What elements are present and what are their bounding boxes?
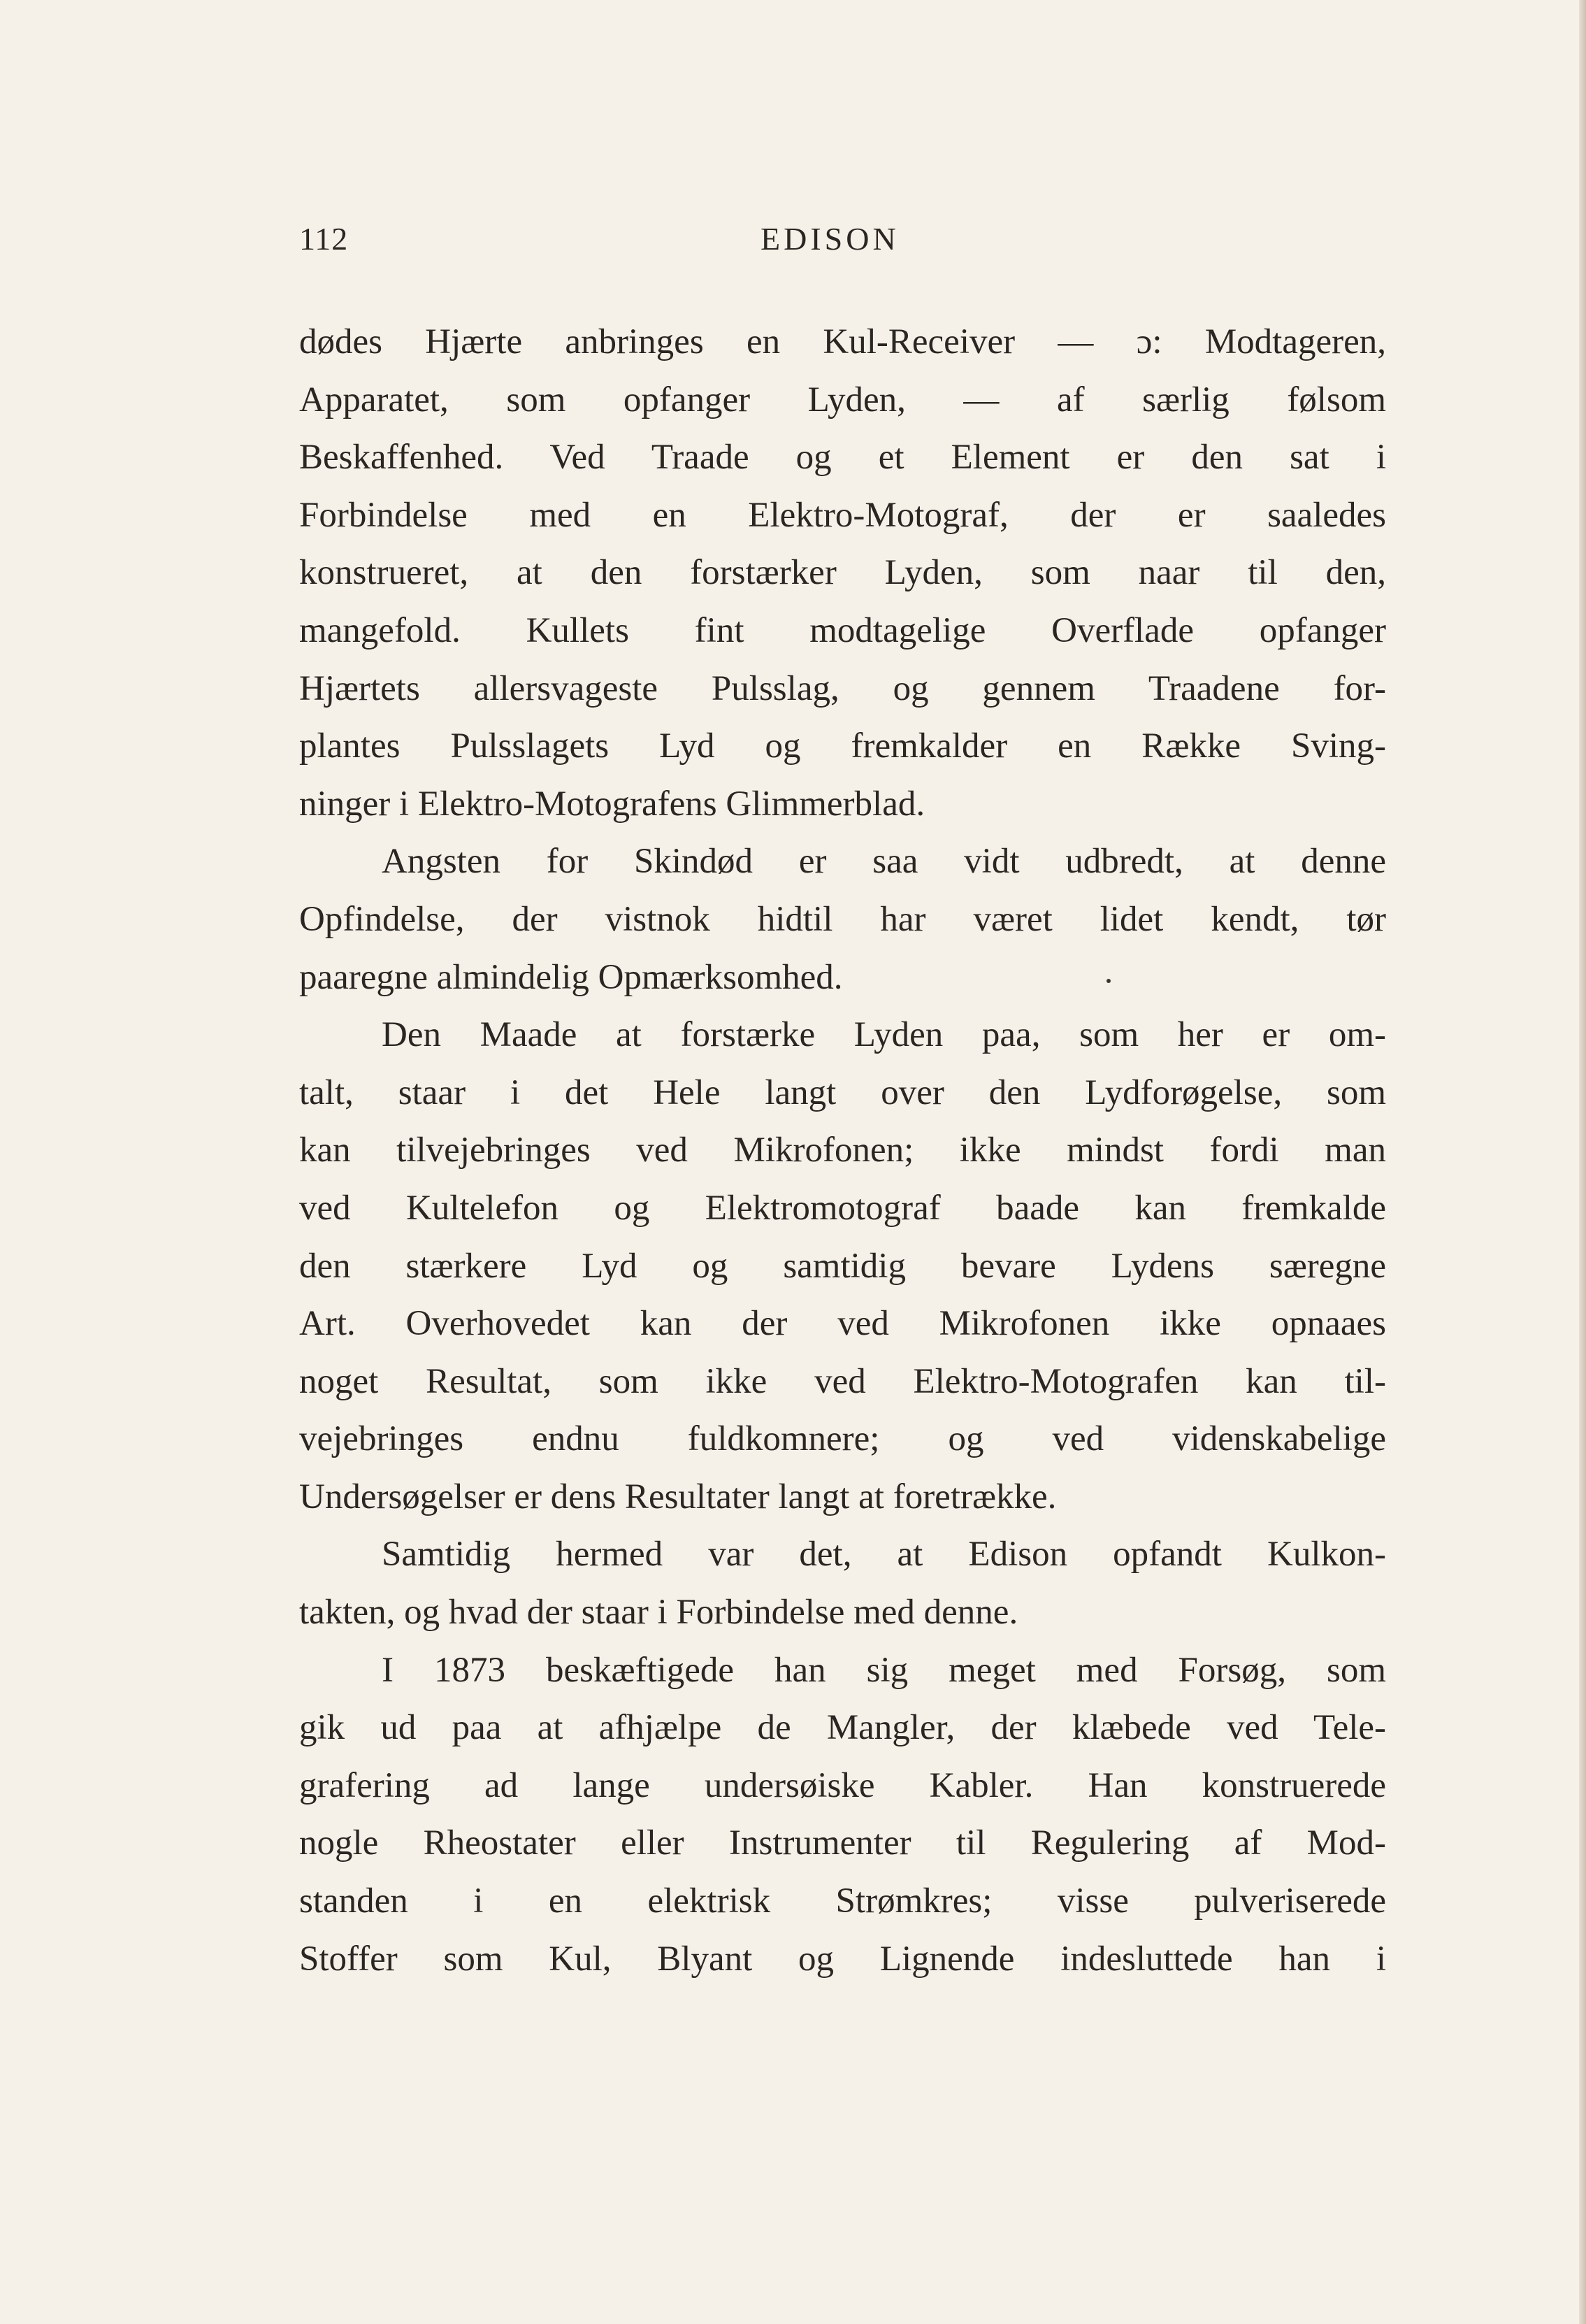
text-line: Stoffer som Kul, Blyant og Lignende indesluttede han i xyxy=(299,1939,1386,1979)
running-head xyxy=(299,218,1390,260)
page-number: 112 xyxy=(299,221,349,257)
text-line: Art. Overhovedet kan der ved Mikrofonen ikke opnaaes xyxy=(299,1304,1386,1344)
text-line: paaregne almindelig Opmærksomhed. xyxy=(299,957,843,997)
text-line: grafering ad lange undersøiske Kabler. Han konstruerede xyxy=(299,1765,1386,1805)
text-line: konstrueret, at den forstærker Lyden, som naar til den, xyxy=(299,553,1386,593)
text-line: gik ud paa at afhjælpe de Mangler, der klæbede ved Tele- xyxy=(299,1708,1386,1748)
text-line: Hjærtets allersvageste Pulsslag, og gennem Traadene for- xyxy=(299,668,1386,708)
text-line: vejebringes endnu fuldkomnere; og ved videnskabelige xyxy=(299,1419,1386,1459)
text-line: Beskaffenhed. Ved Traade og et Element er den sat i xyxy=(299,438,1386,478)
page-edge-shadow xyxy=(1579,0,1586,2324)
text-line: Samtidig hermed var det, at Edison opfandt Kulkon- xyxy=(382,1535,1386,1575)
print-speck xyxy=(1106,979,1111,983)
text-line: kan tilvejebringes ved Mikrofonen; ikke mindst fordi man xyxy=(299,1131,1386,1170)
text-line: Forbindelse med en Elektro-Motograf, der er saaledes xyxy=(299,495,1386,535)
text-line: nogle Rheostater eller Instrumenter til Regulering af Mod- xyxy=(299,1823,1386,1863)
text-line: talt, staar i det Hele langt over den Lydforøgelse, som xyxy=(299,1073,1386,1112)
text-line: plantes Pulsslagets Lyd og fremkalder en Række Sving- xyxy=(299,726,1386,766)
text-line: Den Maade at forstærke Lyden paa, som her er om- xyxy=(382,1015,1386,1055)
text-line: dødes Hjærte anbringes en Kul-Receiver — ɔ: Modtageren, xyxy=(299,322,1386,361)
body-text xyxy=(299,313,1386,1988)
text-line: Opfindelse, der vistnok hidtil har været lidet kendt, tør xyxy=(299,899,1386,939)
text-line: Angsten for Skindød er saa vidt udbredt, at denne xyxy=(382,842,1386,882)
text-line: ninger i Elektro-Motografens Glimmerblad. xyxy=(299,784,925,824)
text-line: Apparatet, som opfanger Lyden, — af særlig følsom xyxy=(299,380,1386,419)
text-line: mangefold. Kullets fint modtagelige Overflade opfanger xyxy=(299,610,1386,650)
text-line: ved Kultelefon og Elektromotograf baade kan fremkalde xyxy=(299,1188,1386,1228)
text-line: den stærkere Lyd og samtidig bevare Lydens særegne xyxy=(299,1246,1386,1286)
running-title: EDISON xyxy=(760,221,900,257)
text-line: Undersøgelser er dens Resultater langt at foretrække. xyxy=(299,1477,1057,1516)
text-line: noget Resultat, som ikke ved Elektro-Motografen kan til- xyxy=(299,1361,1386,1401)
text-line: standen i en elektrisk Strømkres; visse pulveriserede xyxy=(299,1881,1386,1921)
text-line: takten, og hvad der staar i Forbindelse med denne. xyxy=(299,1593,1018,1633)
text-line: I 1873 beskæftigede han sig meget med Forsøg, som xyxy=(382,1650,1386,1690)
